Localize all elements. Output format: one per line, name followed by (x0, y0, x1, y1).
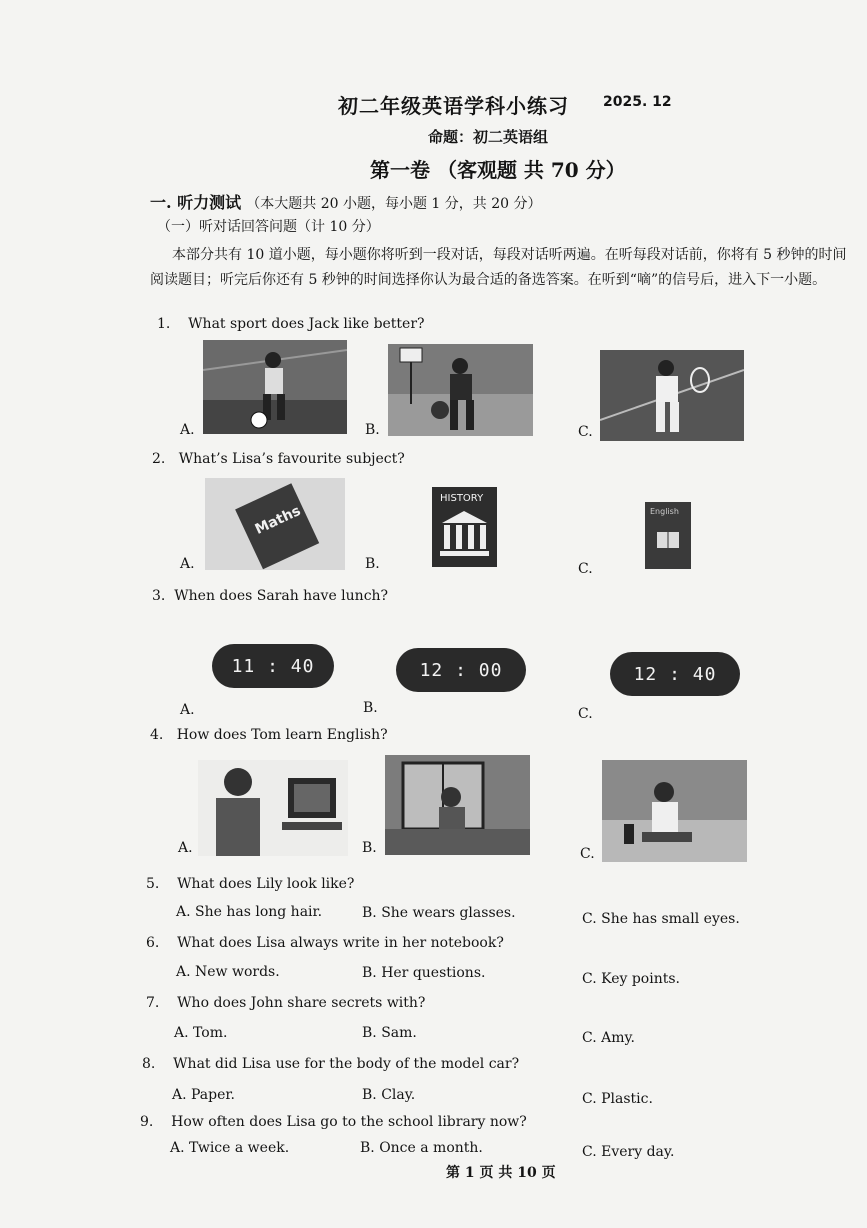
question-text: When does Sarah have lunch? (174, 588, 389, 604)
option-b[interactable]: B. Her questions. (362, 965, 486, 981)
page-number: 第 1 页 共 10 页 (446, 1165, 556, 1181)
option-label[interactable]: B. (362, 840, 377, 856)
option-a[interactable]: A. New words. (176, 964, 280, 980)
option-c[interactable]: C. Plastic. (582, 1091, 653, 1107)
section-title: 一. 听力测试 (150, 193, 242, 212)
question-number: 4. (150, 727, 164, 743)
exam-date: 2025. 12 (603, 94, 672, 110)
football-picture[interactable] (203, 340, 347, 434)
exam-author: 命题：初二英语组 (428, 128, 549, 146)
question-3 (152, 588, 388, 604)
clock-1240[interactable]: 12 : 40 (610, 652, 740, 696)
option-label[interactable]: A. (180, 702, 195, 718)
maths-book-picture[interactable] (205, 478, 345, 570)
section-note: （本大题共 20 小题，每小题 1 分，共 20 分） (246, 196, 542, 212)
question-number: 8. (142, 1056, 156, 1072)
question-6 (146, 935, 504, 951)
option-label[interactable]: B. (365, 422, 380, 438)
tennis-player-icon (600, 350, 744, 441)
question-text: What’s Lisa’s favourite subject? (178, 451, 405, 467)
part-heading: 第一卷 （客观题 共 70 分） (370, 158, 626, 182)
history-book-icon (432, 487, 497, 567)
option-c[interactable]: C. Key points. (582, 971, 680, 987)
option-b[interactable]: B. Once a month. (360, 1140, 483, 1156)
question-4 (150, 727, 388, 743)
option-b[interactable]: B. Sam. (362, 1025, 417, 1041)
football-player-icon (203, 340, 347, 434)
question-number: 3. (152, 588, 166, 604)
question-5 (146, 876, 354, 892)
english-book-icon (645, 502, 691, 569)
option-label[interactable]: C. (578, 561, 593, 577)
question-text: What sport does Jack like better? (188, 316, 425, 332)
option-label[interactable]: A. (178, 840, 193, 856)
option-a[interactable]: A. Twice a week. (170, 1140, 290, 1156)
question-2 (152, 451, 405, 467)
question-number: 6. (146, 935, 160, 951)
computer-learning-picture[interactable] (198, 760, 348, 856)
question-text: What did Lisa use for the body of the model car? (173, 1056, 520, 1072)
history-book-picture[interactable] (432, 487, 497, 567)
question-text: Who does John share secrets with? (177, 995, 426, 1011)
question-text: What does Lisa always write in her notebook? (177, 935, 504, 951)
clock-1200[interactable]: 12 : 00 (396, 648, 526, 692)
option-c[interactable]: C. Amy. (582, 1030, 635, 1046)
instructions: 本部分共有 10 道小题，每小题你将听到一段对话，每段对话听两遍。在听每段对话前，你将有 5 秒钟的时间阅读题目；听完后你还有 5 秒钟的时间选择你认为最合适的备选答案。在听到“嘀”的信号后，进入下一小题。 (150, 247, 847, 288)
option-c[interactable]: C. Every day. (582, 1144, 675, 1160)
option-label[interactable]: A. (180, 422, 195, 438)
basketball-player-icon (388, 344, 533, 436)
option-a[interactable]: A. She has long hair. (176, 904, 323, 920)
english-book-title: English (650, 507, 679, 516)
option-label[interactable]: A. (180, 556, 195, 572)
sub-heading: （一）听对话回答问题（计 10 分） (157, 219, 380, 235)
reading-picture[interactable] (602, 760, 747, 862)
option-a[interactable]: A. Paper. (172, 1087, 235, 1103)
question-7 (146, 995, 425, 1011)
option-label[interactable]: C. (578, 424, 593, 440)
question-text: How often does Lisa go to the school library now? (171, 1114, 527, 1130)
question-number: 5. (146, 876, 160, 892)
english-book-picture[interactable] (645, 502, 691, 569)
option-label[interactable]: C. (580, 846, 595, 862)
section-heading (150, 190, 542, 213)
option-a[interactable]: A. Tom. (174, 1025, 228, 1041)
computer-learning-icon (198, 760, 348, 856)
option-b[interactable]: B. Clay. (362, 1087, 416, 1103)
tennis-picture[interactable] (600, 350, 744, 441)
question-number: 1. (157, 316, 171, 332)
option-b[interactable]: B. She wears glasses. (362, 905, 516, 921)
history-book-title: HISTORY (440, 493, 484, 504)
option-label[interactable]: B. (363, 700, 378, 716)
question-text: How does Tom learn English? (176, 727, 388, 743)
clock-1140[interactable]: 11 : 40 (212, 644, 334, 688)
window-picture[interactable] (385, 755, 530, 855)
page-title: 初二年级英语学科小练习 (338, 94, 569, 118)
question-number: 9. (140, 1114, 154, 1130)
option-label[interactable]: C. (578, 706, 593, 722)
question-number: 7. (146, 995, 160, 1011)
question-8 (142, 1056, 519, 1072)
question-1 (157, 316, 425, 332)
question-9 (140, 1114, 527, 1130)
question-text: What does Lily look like? (177, 876, 355, 892)
basketball-picture[interactable] (388, 344, 533, 436)
maths-book-icon (205, 478, 345, 570)
window-learning-icon (385, 755, 530, 855)
option-c[interactable]: C. She has small eyes. (582, 911, 740, 927)
reading-learning-icon (602, 760, 747, 862)
option-label[interactable]: B. (365, 556, 380, 572)
question-number: 2. (152, 451, 166, 467)
maths-book-title: Maths (252, 502, 304, 538)
